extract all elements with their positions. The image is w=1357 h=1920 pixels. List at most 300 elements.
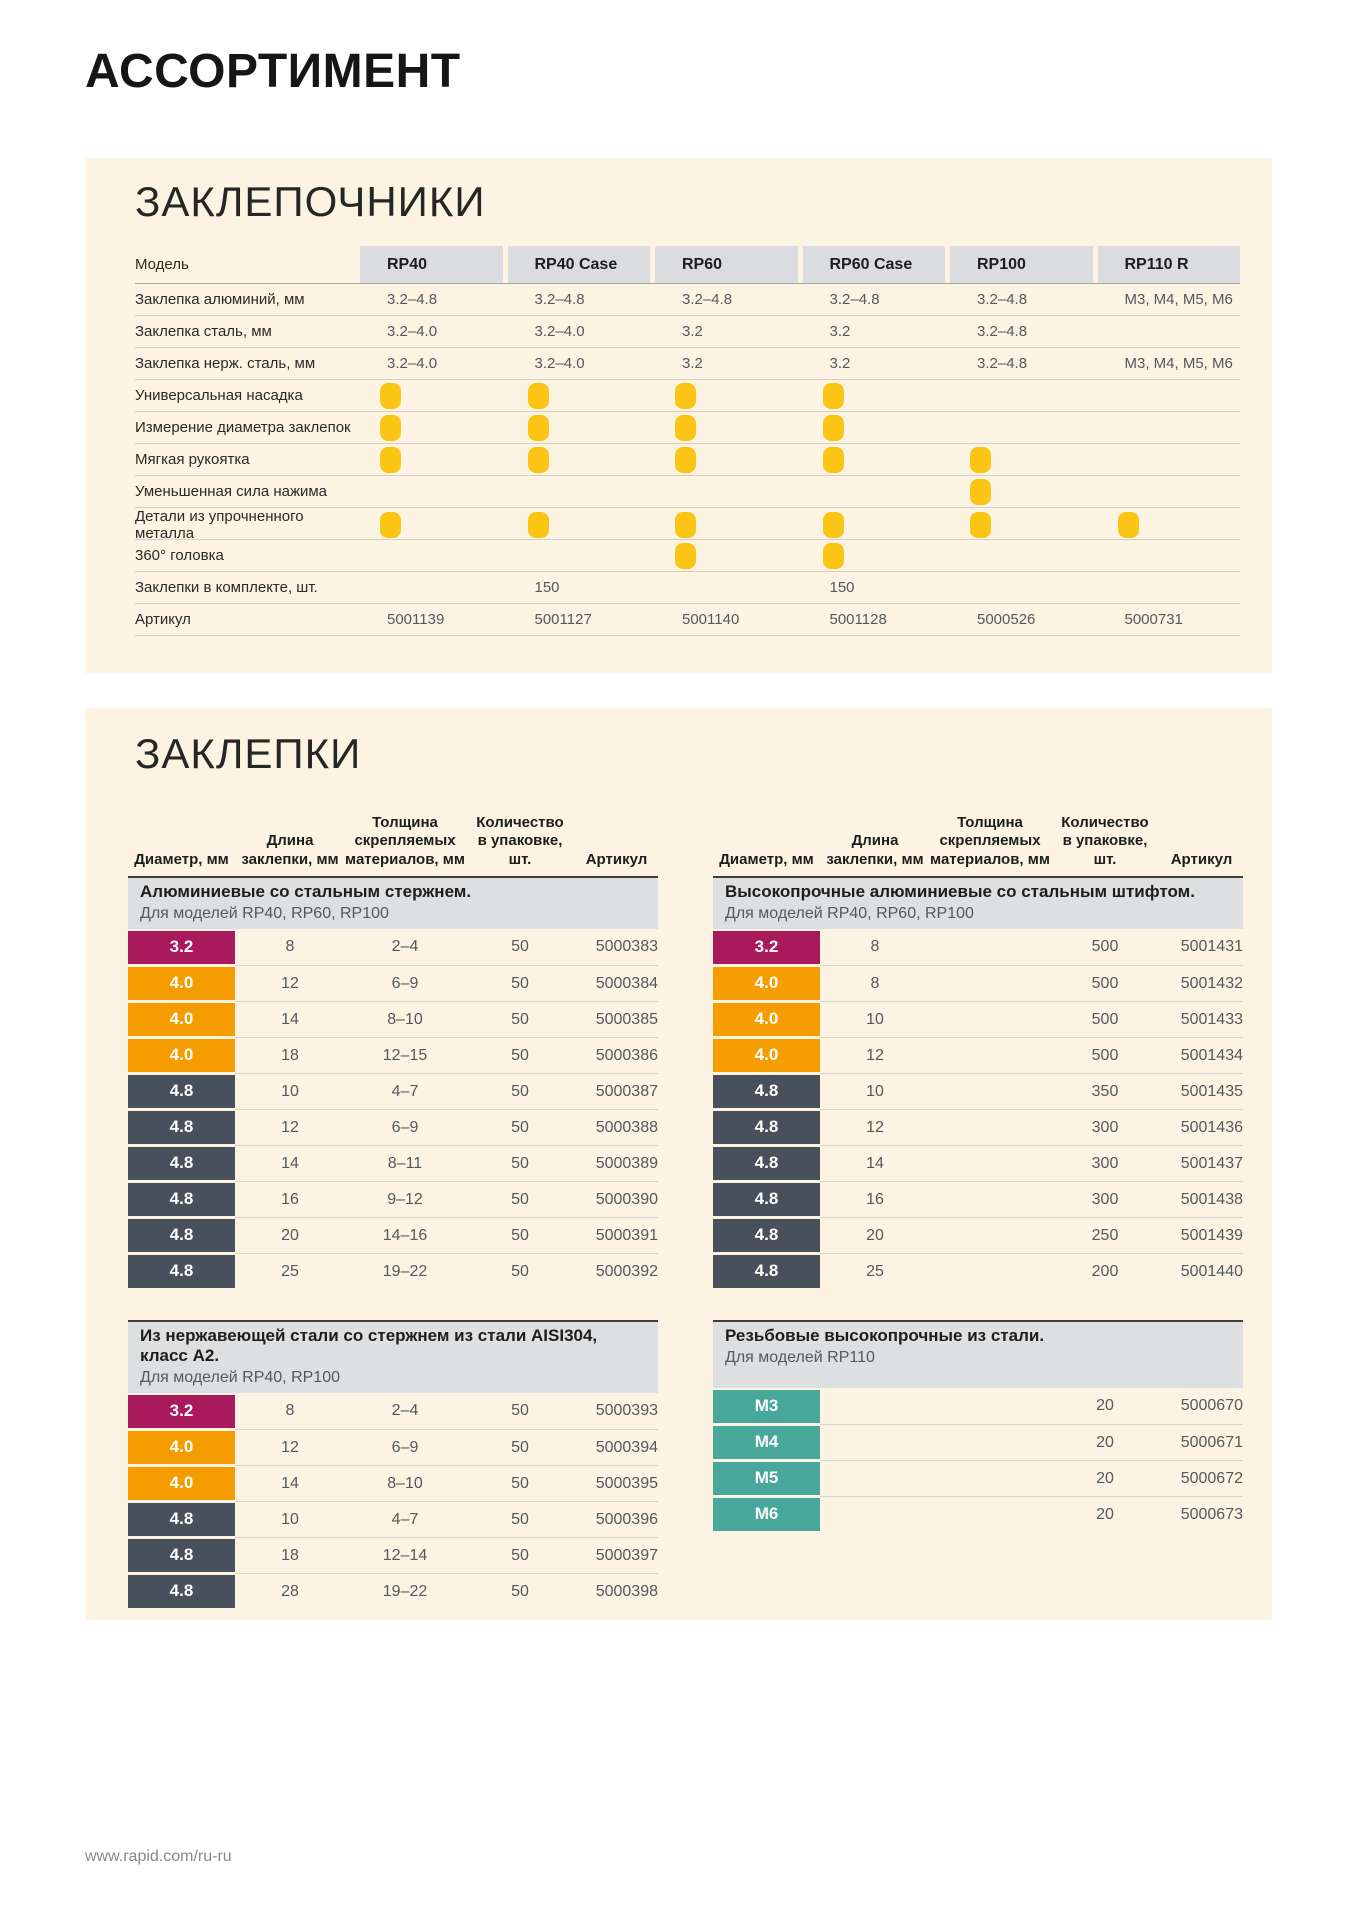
rivet-table-row bbox=[713, 1253, 1243, 1289]
qty-cell: 50 bbox=[511, 1402, 529, 1420]
band-title: Из нержавеющей стали со стержнем из стали AISI304, класс А2. bbox=[140, 1326, 598, 1366]
feature-dot-icon bbox=[970, 512, 991, 538]
rivet-table-row bbox=[713, 929, 1243, 965]
qty-cell: 20 bbox=[1096, 1433, 1114, 1451]
length-cell: 16 bbox=[866, 1190, 884, 1208]
thickness-cell: 6–9 bbox=[391, 974, 419, 992]
diameter-cell: 3.2 bbox=[128, 1395, 235, 1428]
rivet-table-row bbox=[713, 1181, 1243, 1217]
rivet-table-stainless bbox=[128, 1320, 658, 1609]
qty-cell: 500 bbox=[1091, 1046, 1119, 1064]
column-header-line: материалов, мм bbox=[345, 850, 465, 868]
rivet-table-row bbox=[128, 1073, 658, 1109]
row-label: Заклепка сталь, мм bbox=[135, 323, 272, 340]
diameter-cell: M5 bbox=[713, 1462, 820, 1495]
row-values bbox=[235, 1217, 658, 1253]
diameter-cell: 4.8 bbox=[713, 1075, 820, 1108]
row-values bbox=[235, 1393, 658, 1429]
length-cell: 18 bbox=[281, 1046, 299, 1064]
rivet-rows bbox=[713, 1388, 1243, 1532]
article-cell: 5000389 bbox=[595, 1154, 658, 1172]
diameter-cell: M6 bbox=[713, 1498, 820, 1531]
row-values bbox=[235, 1537, 658, 1573]
article-cell: 5000386 bbox=[595, 1046, 658, 1064]
row-values bbox=[820, 1037, 1243, 1073]
rivet-table-row bbox=[128, 1181, 658, 1217]
diameter-cell: 3.2 bbox=[128, 931, 235, 964]
diameter-cell: 4.0 bbox=[128, 1039, 235, 1072]
article-cell: 5000384 bbox=[595, 974, 658, 992]
rivet-table-row bbox=[713, 1217, 1243, 1253]
qty-cell: 50 bbox=[511, 974, 529, 992]
diameter-cell: 4.0 bbox=[128, 1467, 235, 1500]
rivet-table-row bbox=[128, 1109, 658, 1145]
length-cell: 10 bbox=[281, 1510, 299, 1528]
article-cell: 5000390 bbox=[595, 1190, 658, 1208]
column-header-line: скрепляемых bbox=[939, 832, 1041, 850]
riveters-table-row bbox=[135, 475, 1240, 507]
column-header-line: скрепляемых bbox=[354, 832, 456, 850]
diameter-cell: 4.8 bbox=[128, 1075, 235, 1108]
thickness-cell: 6–9 bbox=[391, 1438, 419, 1456]
column-header bbox=[235, 832, 345, 869]
row-values bbox=[820, 1253, 1243, 1289]
diameter-cell: 4.8 bbox=[713, 1147, 820, 1180]
qty-cell: 50 bbox=[511, 1082, 529, 1100]
row-cell: 3.2–4.8 bbox=[682, 291, 733, 308]
column-header-line: Количество bbox=[1061, 814, 1149, 832]
length-cell: 8 bbox=[285, 938, 295, 956]
column-header bbox=[345, 814, 465, 869]
row-cell bbox=[655, 447, 798, 473]
thickness-cell: 8–10 bbox=[387, 1010, 423, 1028]
row-cell: 5001127 bbox=[534, 611, 592, 628]
column-header-line: заклепки, мм bbox=[241, 850, 339, 868]
diameter-cell: 4.8 bbox=[128, 1147, 235, 1180]
row-label: Заклепки в комплекте, шт. bbox=[135, 579, 318, 596]
article-cell: 5000672 bbox=[1180, 1469, 1243, 1487]
row-values bbox=[820, 1145, 1243, 1181]
length-cell: 14 bbox=[866, 1154, 884, 1172]
length-cell: 10 bbox=[866, 1010, 884, 1028]
article-cell: 5000394 bbox=[595, 1438, 658, 1456]
qty-cell: 20 bbox=[1096, 1505, 1114, 1523]
qty-cell: 50 bbox=[511, 1226, 529, 1244]
row-label: Мягкая рукоятка bbox=[135, 451, 250, 468]
row-cell bbox=[803, 383, 946, 409]
row-cell: 5000526 bbox=[977, 611, 1036, 628]
article-cell: 5000393 bbox=[595, 1402, 658, 1420]
feature-dot-icon bbox=[970, 479, 991, 505]
article-cell: 5000392 bbox=[595, 1262, 658, 1280]
riveters-table bbox=[135, 246, 1240, 636]
rivet-table-row bbox=[128, 1393, 658, 1429]
row-cell: 3.2–4.8 bbox=[977, 323, 1028, 340]
band-title: Резьбовые высокопрочные из стали. bbox=[725, 1326, 1045, 1345]
table-band bbox=[128, 1320, 658, 1393]
row-cell bbox=[803, 415, 946, 441]
article-cell: 5000388 bbox=[595, 1118, 658, 1136]
rivet-table-row bbox=[128, 1465, 658, 1501]
article-cell: 5000670 bbox=[1180, 1397, 1243, 1414]
column-header-line: Артикул bbox=[1170, 850, 1233, 868]
qty-cell: 300 bbox=[1091, 1154, 1119, 1172]
row-values bbox=[235, 1573, 658, 1609]
row-label: Измерение диаметра заклепок bbox=[135, 419, 351, 436]
diameter-cell: 4.8 bbox=[128, 1575, 235, 1608]
rivet-table-row bbox=[128, 1253, 658, 1289]
feature-dot-icon bbox=[675, 415, 696, 441]
feature-dot-icon bbox=[380, 415, 401, 441]
row-values bbox=[820, 1001, 1243, 1037]
row-cell bbox=[950, 447, 1093, 473]
length-cell: 20 bbox=[866, 1226, 884, 1244]
article-cell: 5000396 bbox=[595, 1510, 658, 1528]
row-values bbox=[235, 1501, 658, 1537]
article-cell: 5001437 bbox=[1180, 1154, 1243, 1172]
thickness-cell: 19–22 bbox=[382, 1262, 428, 1280]
rivet-rows bbox=[128, 929, 658, 1289]
riveters-table-row bbox=[135, 571, 1240, 603]
qty-cell: 50 bbox=[511, 1474, 529, 1492]
column-header-line: Толщина bbox=[372, 814, 438, 832]
riveters-table-row bbox=[135, 315, 1240, 347]
row-label: Заклепка нерж. сталь, мм bbox=[135, 355, 316, 372]
rivets-panel bbox=[85, 708, 1272, 1620]
column-header bbox=[713, 851, 820, 869]
rivet-table-row bbox=[713, 1496, 1243, 1532]
model-header: RP60 Case bbox=[803, 246, 946, 283]
diameter-cell: 4.8 bbox=[128, 1219, 235, 1252]
qty-cell: 200 bbox=[1091, 1262, 1119, 1280]
feature-dot-icon bbox=[823, 512, 844, 538]
length-cell: 12 bbox=[281, 1438, 299, 1456]
row-cell: 5001140 bbox=[682, 611, 740, 628]
rivet-table-row bbox=[128, 1537, 658, 1573]
column-header-line: Длина bbox=[266, 832, 314, 850]
riveters-table-row bbox=[135, 443, 1240, 475]
row-values bbox=[235, 929, 658, 965]
article-cell: 5001435 bbox=[1180, 1082, 1243, 1100]
row-cell bbox=[950, 479, 1093, 505]
article-cell: 5001440 bbox=[1180, 1262, 1243, 1280]
row-cell bbox=[803, 512, 946, 538]
article-cell: 5001434 bbox=[1180, 1046, 1243, 1064]
row-cell bbox=[360, 415, 503, 441]
row-label: Универсальная насадка bbox=[135, 387, 303, 404]
length-cell: 14 bbox=[281, 1474, 299, 1492]
feature-dot-icon bbox=[675, 512, 696, 538]
length-cell: 18 bbox=[281, 1546, 299, 1564]
length-cell: 28 bbox=[281, 1582, 299, 1600]
rivet-rows bbox=[713, 929, 1243, 1289]
row-cell bbox=[655, 415, 798, 441]
diameter-cell: 3.2 bbox=[713, 931, 820, 964]
article-cell: 5000395 bbox=[595, 1474, 658, 1492]
rivet-table-row bbox=[128, 1037, 658, 1073]
row-values bbox=[235, 1429, 658, 1465]
row-label: Детали из упрочненного металла bbox=[135, 508, 304, 542]
row-cell: M3, M4, M5, M6 bbox=[1124, 355, 1233, 372]
row-cell bbox=[950, 512, 1093, 538]
feature-dot-icon bbox=[823, 383, 844, 409]
row-cell bbox=[508, 512, 651, 538]
thickness-cell: 6–9 bbox=[391, 1118, 419, 1136]
length-cell: 14 bbox=[281, 1010, 299, 1028]
riveters-table-row bbox=[135, 507, 1240, 542]
article-cell: 5000671 bbox=[1180, 1433, 1243, 1451]
row-cell bbox=[508, 447, 651, 473]
article-cell: 5000385 bbox=[595, 1010, 658, 1028]
row-cell bbox=[508, 383, 651, 409]
row-cell: 3.2–4.0 bbox=[387, 355, 438, 372]
qty-cell: 250 bbox=[1091, 1226, 1119, 1244]
row-cell: 5001139 bbox=[387, 611, 445, 628]
length-cell: 14 bbox=[281, 1154, 299, 1172]
band-title: Высокопрочные алюминиевые со стальным штифтом. bbox=[725, 882, 1195, 901]
diameter-cell: 4.8 bbox=[128, 1503, 235, 1536]
thickness-cell: 8–10 bbox=[387, 1474, 423, 1492]
band-subtitle: Для моделей RP110 bbox=[725, 1349, 875, 1367]
length-cell: 20 bbox=[281, 1226, 299, 1244]
column-header bbox=[820, 832, 930, 869]
row-values bbox=[820, 1073, 1243, 1109]
column-header-line: Артикул bbox=[585, 850, 648, 868]
thickness-cell: 4–7 bbox=[391, 1510, 419, 1528]
diameter-cell: 4.0 bbox=[128, 967, 235, 1000]
feature-dot-icon bbox=[675, 447, 696, 473]
rivet-table-threaded bbox=[713, 1320, 1243, 1532]
column-header bbox=[930, 814, 1050, 869]
length-cell: 8 bbox=[285, 1402, 295, 1420]
article-cell: 5000397 bbox=[595, 1546, 658, 1564]
row-cell: M3, M4, M5, M6 bbox=[1124, 291, 1233, 308]
thickness-cell: 2–4 bbox=[391, 1402, 419, 1420]
row-cell: 3.2–4.8 bbox=[829, 291, 880, 308]
rivet-table-row bbox=[713, 1001, 1243, 1037]
feature-dot-icon bbox=[675, 543, 696, 569]
row-label: 360° головка bbox=[135, 547, 224, 564]
row-cell: 3.2 bbox=[682, 323, 703, 340]
diameter-cell: 4.8 bbox=[128, 1183, 235, 1216]
row-values bbox=[820, 1217, 1243, 1253]
rivet-table-row bbox=[713, 1460, 1243, 1496]
rivet-column-headers bbox=[713, 800, 1243, 876]
rivet-table-row bbox=[713, 1424, 1243, 1460]
row-values bbox=[820, 1109, 1243, 1145]
diameter-cell: 4.0 bbox=[713, 967, 820, 1000]
column-header-line: Диаметр, мм bbox=[134, 850, 229, 868]
row-cell: 3.2 bbox=[682, 355, 703, 372]
riveters-table-row bbox=[135, 603, 1240, 635]
column-header-line: заклепки, мм bbox=[826, 850, 924, 868]
thickness-cell: 19–22 bbox=[382, 1582, 428, 1600]
thickness-cell: 8–11 bbox=[387, 1154, 423, 1172]
diameter-cell: 4.8 bbox=[128, 1539, 235, 1572]
rivet-table-row bbox=[713, 1073, 1243, 1109]
length-cell: 12 bbox=[866, 1118, 884, 1136]
qty-cell: 50 bbox=[511, 1438, 529, 1456]
thickness-cell: 12–15 bbox=[382, 1046, 428, 1064]
column-header bbox=[1050, 814, 1160, 869]
row-values bbox=[235, 1181, 658, 1217]
rivets-section-title: ЗАКЛЕПКИ bbox=[135, 730, 362, 777]
qty-cell: 50 bbox=[511, 1010, 529, 1028]
qty-cell: 500 bbox=[1091, 974, 1119, 992]
diameter-cell: 4.8 bbox=[128, 1255, 235, 1288]
row-cell: 150 bbox=[534, 579, 560, 596]
feature-dot-icon bbox=[380, 447, 401, 473]
rivet-column-headers bbox=[128, 800, 658, 876]
diameter-cell: 4.0 bbox=[713, 1039, 820, 1072]
article-cell: 5001433 bbox=[1180, 1010, 1243, 1028]
feature-dot-icon bbox=[675, 383, 696, 409]
feature-dot-icon bbox=[1118, 512, 1139, 538]
model-header: RP100 bbox=[950, 246, 1093, 283]
table-band bbox=[128, 876, 658, 929]
qty-cell: 50 bbox=[511, 1262, 529, 1280]
row-label: Артикул bbox=[135, 611, 191, 628]
column-header-line: материалов, мм bbox=[930, 850, 1050, 868]
rivet-table-row bbox=[128, 1429, 658, 1465]
feature-dot-icon bbox=[528, 383, 549, 409]
row-cell: 3.2 bbox=[829, 323, 851, 340]
rivet-table-row bbox=[128, 929, 658, 965]
riveters-table-row bbox=[135, 347, 1240, 379]
article-cell: 5001436 bbox=[1180, 1118, 1243, 1136]
qty-cell: 500 bbox=[1091, 938, 1119, 956]
column-header-line: Диаметр, мм bbox=[719, 850, 814, 868]
row-cell bbox=[360, 383, 503, 409]
column-header bbox=[1160, 851, 1243, 869]
feature-dot-icon bbox=[528, 415, 549, 441]
diameter-cell: 4.8 bbox=[713, 1111, 820, 1144]
row-values bbox=[235, 1465, 658, 1501]
footer-url: www.rapid.com/ru-ru bbox=[85, 1848, 232, 1865]
diameter-cell: 4.8 bbox=[713, 1183, 820, 1216]
row-cell bbox=[508, 415, 651, 441]
length-cell: 8 bbox=[870, 938, 880, 956]
row-cell: 5000731 bbox=[1124, 611, 1183, 628]
riveters-section-title: ЗАКЛЕПОЧНИКИ bbox=[135, 178, 486, 225]
feature-dot-icon bbox=[528, 447, 549, 473]
row-cell: 3.2–4.8 bbox=[977, 355, 1028, 372]
riveters-table-row bbox=[135, 411, 1240, 443]
row-values bbox=[820, 965, 1243, 1001]
rivet-table-row bbox=[713, 965, 1243, 1001]
rivet-rows bbox=[128, 1393, 658, 1609]
row-cell bbox=[360, 512, 503, 538]
row-cell bbox=[803, 447, 946, 473]
table-band bbox=[713, 876, 1243, 929]
thickness-cell: 2–4 bbox=[391, 938, 419, 956]
row-values bbox=[235, 1145, 658, 1181]
length-cell: 12 bbox=[866, 1046, 884, 1064]
feature-dot-icon bbox=[970, 447, 991, 473]
row-values bbox=[235, 1109, 658, 1145]
rivet-table-row bbox=[128, 1001, 658, 1037]
length-cell: 25 bbox=[866, 1262, 884, 1280]
column-header-line: в упаковке, шт. bbox=[477, 832, 563, 868]
feature-dot-icon bbox=[823, 415, 844, 441]
diameter-cell: M3 bbox=[713, 1390, 820, 1423]
column-header bbox=[465, 814, 575, 869]
row-values bbox=[820, 1388, 1243, 1424]
qty-cell: 50 bbox=[511, 1118, 529, 1136]
column-header-line: Длина bbox=[851, 832, 899, 850]
column-header bbox=[128, 851, 235, 869]
thickness-cell: 4–7 bbox=[391, 1082, 419, 1100]
length-cell: 12 bbox=[281, 1118, 299, 1136]
article-cell: 5001432 bbox=[1180, 974, 1243, 992]
qty-cell: 20 bbox=[1096, 1469, 1114, 1487]
article-cell: 5000387 bbox=[595, 1082, 658, 1100]
column-header bbox=[575, 851, 658, 869]
model-header: RP40 bbox=[360, 246, 503, 283]
row-cell bbox=[655, 543, 798, 569]
column-header-line: в упаковке, шт. bbox=[1062, 832, 1148, 868]
qty-cell: 50 bbox=[511, 938, 529, 956]
model-header: RP60 bbox=[655, 246, 798, 283]
rivet-table-row bbox=[128, 1573, 658, 1609]
row-values bbox=[820, 1181, 1243, 1217]
row-cell bbox=[655, 383, 798, 409]
rivet-table-aluminum bbox=[128, 800, 658, 1289]
feature-dot-icon bbox=[528, 512, 549, 538]
thickness-cell: 14–16 bbox=[382, 1226, 428, 1244]
length-cell: 8 bbox=[870, 974, 880, 992]
article-cell: 5000383 bbox=[595, 938, 658, 956]
row-values bbox=[820, 929, 1243, 965]
row-cell: 3.2–4.8 bbox=[534, 291, 585, 308]
row-cell bbox=[1098, 512, 1241, 538]
qty-cell: 50 bbox=[511, 1582, 529, 1600]
diameter-cell: 4.0 bbox=[713, 1003, 820, 1036]
row-values bbox=[235, 1037, 658, 1073]
qty-cell: 300 bbox=[1091, 1118, 1119, 1136]
length-cell: 10 bbox=[281, 1082, 299, 1100]
article-cell: 5001431 bbox=[1180, 938, 1243, 956]
qty-cell: 350 bbox=[1091, 1082, 1119, 1100]
row-cell: 150 bbox=[829, 579, 855, 596]
feature-dot-icon bbox=[380, 383, 401, 409]
row-values bbox=[820, 1460, 1243, 1496]
qty-cell: 500 bbox=[1091, 1010, 1119, 1028]
rivet-table-row bbox=[713, 1388, 1243, 1424]
thickness-cell: 9–12 bbox=[387, 1190, 423, 1208]
row-cell: 3.2–4.8 bbox=[977, 291, 1028, 308]
row-cell bbox=[655, 512, 798, 538]
band-subtitle: Для моделей RP40, RP100 bbox=[140, 1369, 340, 1387]
row-values bbox=[820, 1424, 1243, 1460]
qty-cell: 50 bbox=[511, 1190, 529, 1208]
qty-cell: 50 bbox=[511, 1546, 529, 1564]
diameter-cell: M4 bbox=[713, 1426, 820, 1459]
article-cell: 5000391 bbox=[595, 1226, 658, 1244]
riveters-panel bbox=[85, 158, 1272, 673]
article-cell: 5000673 bbox=[1180, 1505, 1243, 1523]
rivet-table-row bbox=[128, 1217, 658, 1253]
column-header-line: Количество bbox=[476, 814, 564, 832]
diameter-cell: 4.8 bbox=[128, 1111, 235, 1144]
diameter-cell: 4.8 bbox=[713, 1255, 820, 1288]
length-cell: 12 bbox=[281, 974, 299, 992]
row-cell: 3.2–4.0 bbox=[534, 323, 585, 340]
rivet-table-high-strength bbox=[713, 800, 1243, 1289]
qty-cell: 50 bbox=[511, 1154, 529, 1172]
row-cell bbox=[803, 543, 946, 569]
qty-cell: 300 bbox=[1091, 1190, 1119, 1208]
